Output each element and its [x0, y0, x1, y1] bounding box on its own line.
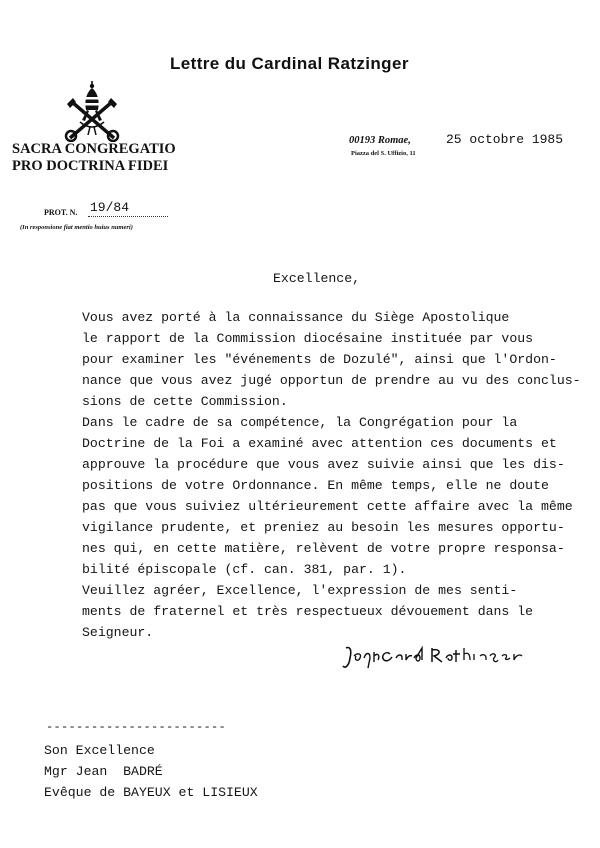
paragraph-line: nance que vous avez jugé opportun de prendre au vu des conclus-	[82, 373, 581, 388]
paragraph-1	[82, 307, 581, 412]
paragraph-line: Vous avez porté à la connaissance du Siège Apostolique	[82, 310, 510, 325]
paragraph-line: nes qui, en cette matière, relèvent de votre propre responsa-	[82, 541, 565, 556]
response-note: (In responsione fiat mentio huius numeri)	[20, 224, 133, 231]
paragraph-line: vigilance prudente, et preniez au besoin les mesures opportu-	[82, 520, 565, 535]
protocol-label: PROT. N.	[44, 208, 78, 217]
protocol-dotted-line	[88, 216, 168, 217]
handwritten-signature	[340, 642, 530, 672]
letter-title: Lettre du Cardinal Ratzinger	[170, 54, 409, 73]
paragraph-line: Dans le cadre de sa compétence, la Congrégation pour la	[82, 415, 518, 430]
protocol-number: 19/84	[90, 200, 130, 215]
place: 00193 Romae,	[349, 135, 411, 146]
paragraph-line: positions de votre Ordonnance. En même temps, elle ne doute	[82, 478, 549, 493]
paragraph-line: bilité épiscopale (cf. can. 381, par. 1).	[82, 562, 407, 577]
congregation-name-line2: PRO DOCTRINA FIDEI	[12, 158, 169, 174]
paragraph-line: sions de cette Commission.	[82, 394, 288, 409]
street-address: Piazza del S. Uffizio, 11	[351, 150, 416, 157]
paragraph-line: le rapport de la Commission diocésaine instituée par vous	[82, 331, 534, 346]
recipient-line: Evêque de BAYEUX et LISIEUX	[44, 785, 258, 800]
papal-coat-of-arms-icon	[62, 80, 122, 142]
separator-line: ------------------------	[46, 720, 227, 734]
paragraph-line: pas que vous suiviez ultérieurement cette affaire avec la même	[82, 499, 573, 514]
letter-date: 25 octobre 1985	[446, 132, 564, 147]
congregation-name	[12, 141, 176, 175]
paragraph-3	[82, 580, 533, 643]
recipient-line: Mgr Jean BADRÉ	[44, 764, 163, 779]
paragraph-line: ments de fraternel et très respectueux dévouement dans le	[82, 604, 534, 619]
paragraph-2	[82, 412, 573, 580]
congregation-name-line1: SACRA CONGREGATIO	[12, 141, 176, 157]
paragraph-line: approuve la procédure que vous avez suivie ainsi que les dis-	[82, 457, 565, 472]
paragraph-line: Veuillez agréer, Excellence, l'expression de mes senti-	[82, 583, 518, 598]
paragraph-line: Doctrine de la Foi a examiné avec attention ces documents et	[82, 436, 557, 451]
salutation: Excellence,	[273, 271, 361, 286]
paragraph-line: Seigneur.	[82, 625, 154, 640]
paragraph-line: pour examiner les "événements de Dozulé", ainsi que l'Ordon-	[82, 352, 557, 367]
recipient-line: Son Excellence	[44, 743, 155, 758]
recipient-block	[44, 740, 258, 803]
